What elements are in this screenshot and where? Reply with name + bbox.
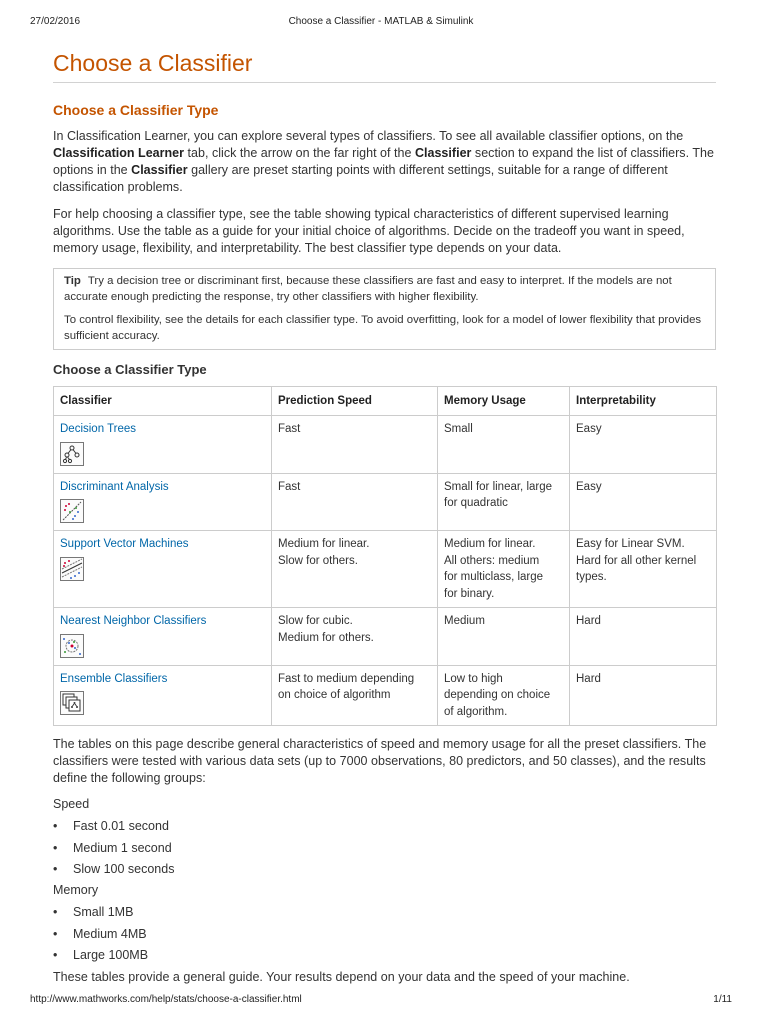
memory-label: Memory [53,883,99,897]
classifier-cell [54,416,272,474]
interp-cell [570,416,717,474]
cell-line: All others: medium [444,554,540,567]
cell-line: Fast [278,480,301,493]
cell-line: Hard [576,615,601,627]
cell-line: Medium for linear. [444,538,536,550]
classifier-link[interactable]: Decision Trees [60,423,137,435]
classifier-link[interactable]: Nearest Neighbor Classifiers [60,615,207,627]
cell-line: Easy for Linear SVM. [576,538,685,550]
interp-cell [570,531,717,608]
cell-line: Fast to medium depending [278,672,415,685]
cell-line: for quadratic [444,497,508,509]
speed-label: Speed [53,797,90,811]
nearest-neighbor-icon [60,634,84,658]
table-row [54,531,717,608]
cell-line: Hard for all other kernel [576,554,697,567]
tip-box [53,268,716,350]
classifier-cell [54,608,272,666]
column-header: Classifier [54,387,272,416]
speed-list [53,818,716,878]
column-header: Memory Usage [438,387,570,416]
cell-line: for multiclass, large [444,571,544,583]
table-body [54,416,717,726]
page-title: Choose a Classifier [53,50,716,83]
print-doc-title: Choose a Classifier - MATLAB & Simulink [288,16,474,27]
list-item: • Small 1MB [53,904,716,921]
list-item: • Fast 0.01 second [53,818,716,835]
section-title: Choose a Classifier Type [53,102,219,118]
table-row [54,665,717,726]
cell-line: on choice of algorithm [278,689,391,701]
cell-line: Slow for cubic. [278,615,353,627]
cell-line: Medium for linear. [278,538,370,550]
column-header: Prediction Speed [272,387,438,416]
tip-text-1: Tip Try a decision tree or discriminant first, because these classifiers are fast and easy to interpret. If the models are not accurate enough predicting the response, try other classifiers with higher flexibility. [64,275,672,303]
list-item: • Medium 1 second [53,840,716,857]
print-date: 27/02/2016 [30,16,81,27]
cell-line: of algorithm. [444,705,508,718]
cell-line: Small [444,423,473,435]
cell-line: Small for linear, large [444,480,553,493]
speed-cell [272,531,438,608]
tip-text-2: To control flexibility, see the details for each classifier type. To avoid overfitting, look for a model of lower flexibility that provides sufficient accuracy. [64,314,702,342]
cell-line: depending on choice [444,689,551,701]
memory-cell [438,608,570,666]
table-title: Choose a Classifier Type [53,362,207,377]
classifier-cell [54,473,272,531]
cell-line: Slow for others. [278,554,358,567]
cell-line: Hard [576,672,601,685]
interp-cell [570,665,717,726]
after-table-paragraph: The tables on this page describe general characteristics of speed and memory usage for all the preset classifiers. The classifiers were tested with various data sets (up to 7000 observations, 80 predictors, and 50 classes), and the results define the following groups: [53,737,707,785]
page-content [53,50,716,986]
ensemble-icon [60,691,84,715]
cell-line: Easy [576,480,602,493]
memory-cell [438,531,570,608]
memory-cell [438,416,570,474]
cell-line: Medium [444,615,485,627]
memory-cell [438,665,570,726]
classifier-cell [54,531,272,608]
print-header [30,16,732,30]
table-row [54,608,717,666]
intro-paragraph: In Classification Learner, you can explore several types of classifiers. To see all available classifier options, on the Classification Learner tab, click the arrow on the far right of the Classifier section to expand the list of classifiers. The options in the Classifier gallery are preset starting points with different settings, suitable for a range of different classification problems. [53,129,714,194]
svm-icon [60,557,84,581]
speed-cell [272,416,438,474]
memory-list [53,904,716,964]
cell-line: for binary. [444,587,495,600]
classifier-link[interactable]: Ensemble Classifiers [60,672,168,685]
cell-line: Medium for others. [278,631,374,644]
classifier-link[interactable]: Discriminant Analysis [60,480,169,493]
classifier-link[interactable]: Support Vector Machines [60,538,189,550]
cell-line: types. [576,571,607,583]
speed-cell [272,473,438,531]
print-url: http://www.mathworks.com/help/stats/choose-a-classifier.html [30,994,302,1005]
decision-tree-icon [60,442,84,466]
table-row [54,473,717,531]
table-header-row [54,387,717,416]
interp-cell [570,473,717,531]
list-item: • Large 100MB [53,947,716,964]
cell-line: Low to high [444,672,503,685]
discriminant-icon [60,499,84,523]
table-row [54,416,717,474]
list-item: • Medium 4MB [53,926,716,943]
help-paragraph: For help choosing a classifier type, see the table showing typical characteristics of different supervised learning algorithms. Use the table as a guide for your initial choice of algorithms. Decide on the tradeoff you want in speed, memory usage, flexibility, and interpretability. The best classifier type depends on your data. [53,207,685,255]
tip-label: Tip [64,275,81,287]
list-item: • Slow 100 seconds [53,861,716,878]
speed-cell [272,665,438,726]
memory-cell [438,473,570,531]
closing-paragraph: These tables provide a general guide. Your results depend on your data and the speed of your machine. [53,970,630,984]
print-footer [30,994,732,1008]
print-page-number: 1/11 [713,994,732,1005]
cell-line: Fast [278,423,301,435]
interp-cell [570,608,717,666]
column-header: Interpretability [570,387,717,416]
classifier-table [53,386,717,726]
speed-cell [272,608,438,666]
cell-line: Easy [576,423,602,435]
classifier-cell [54,665,272,726]
